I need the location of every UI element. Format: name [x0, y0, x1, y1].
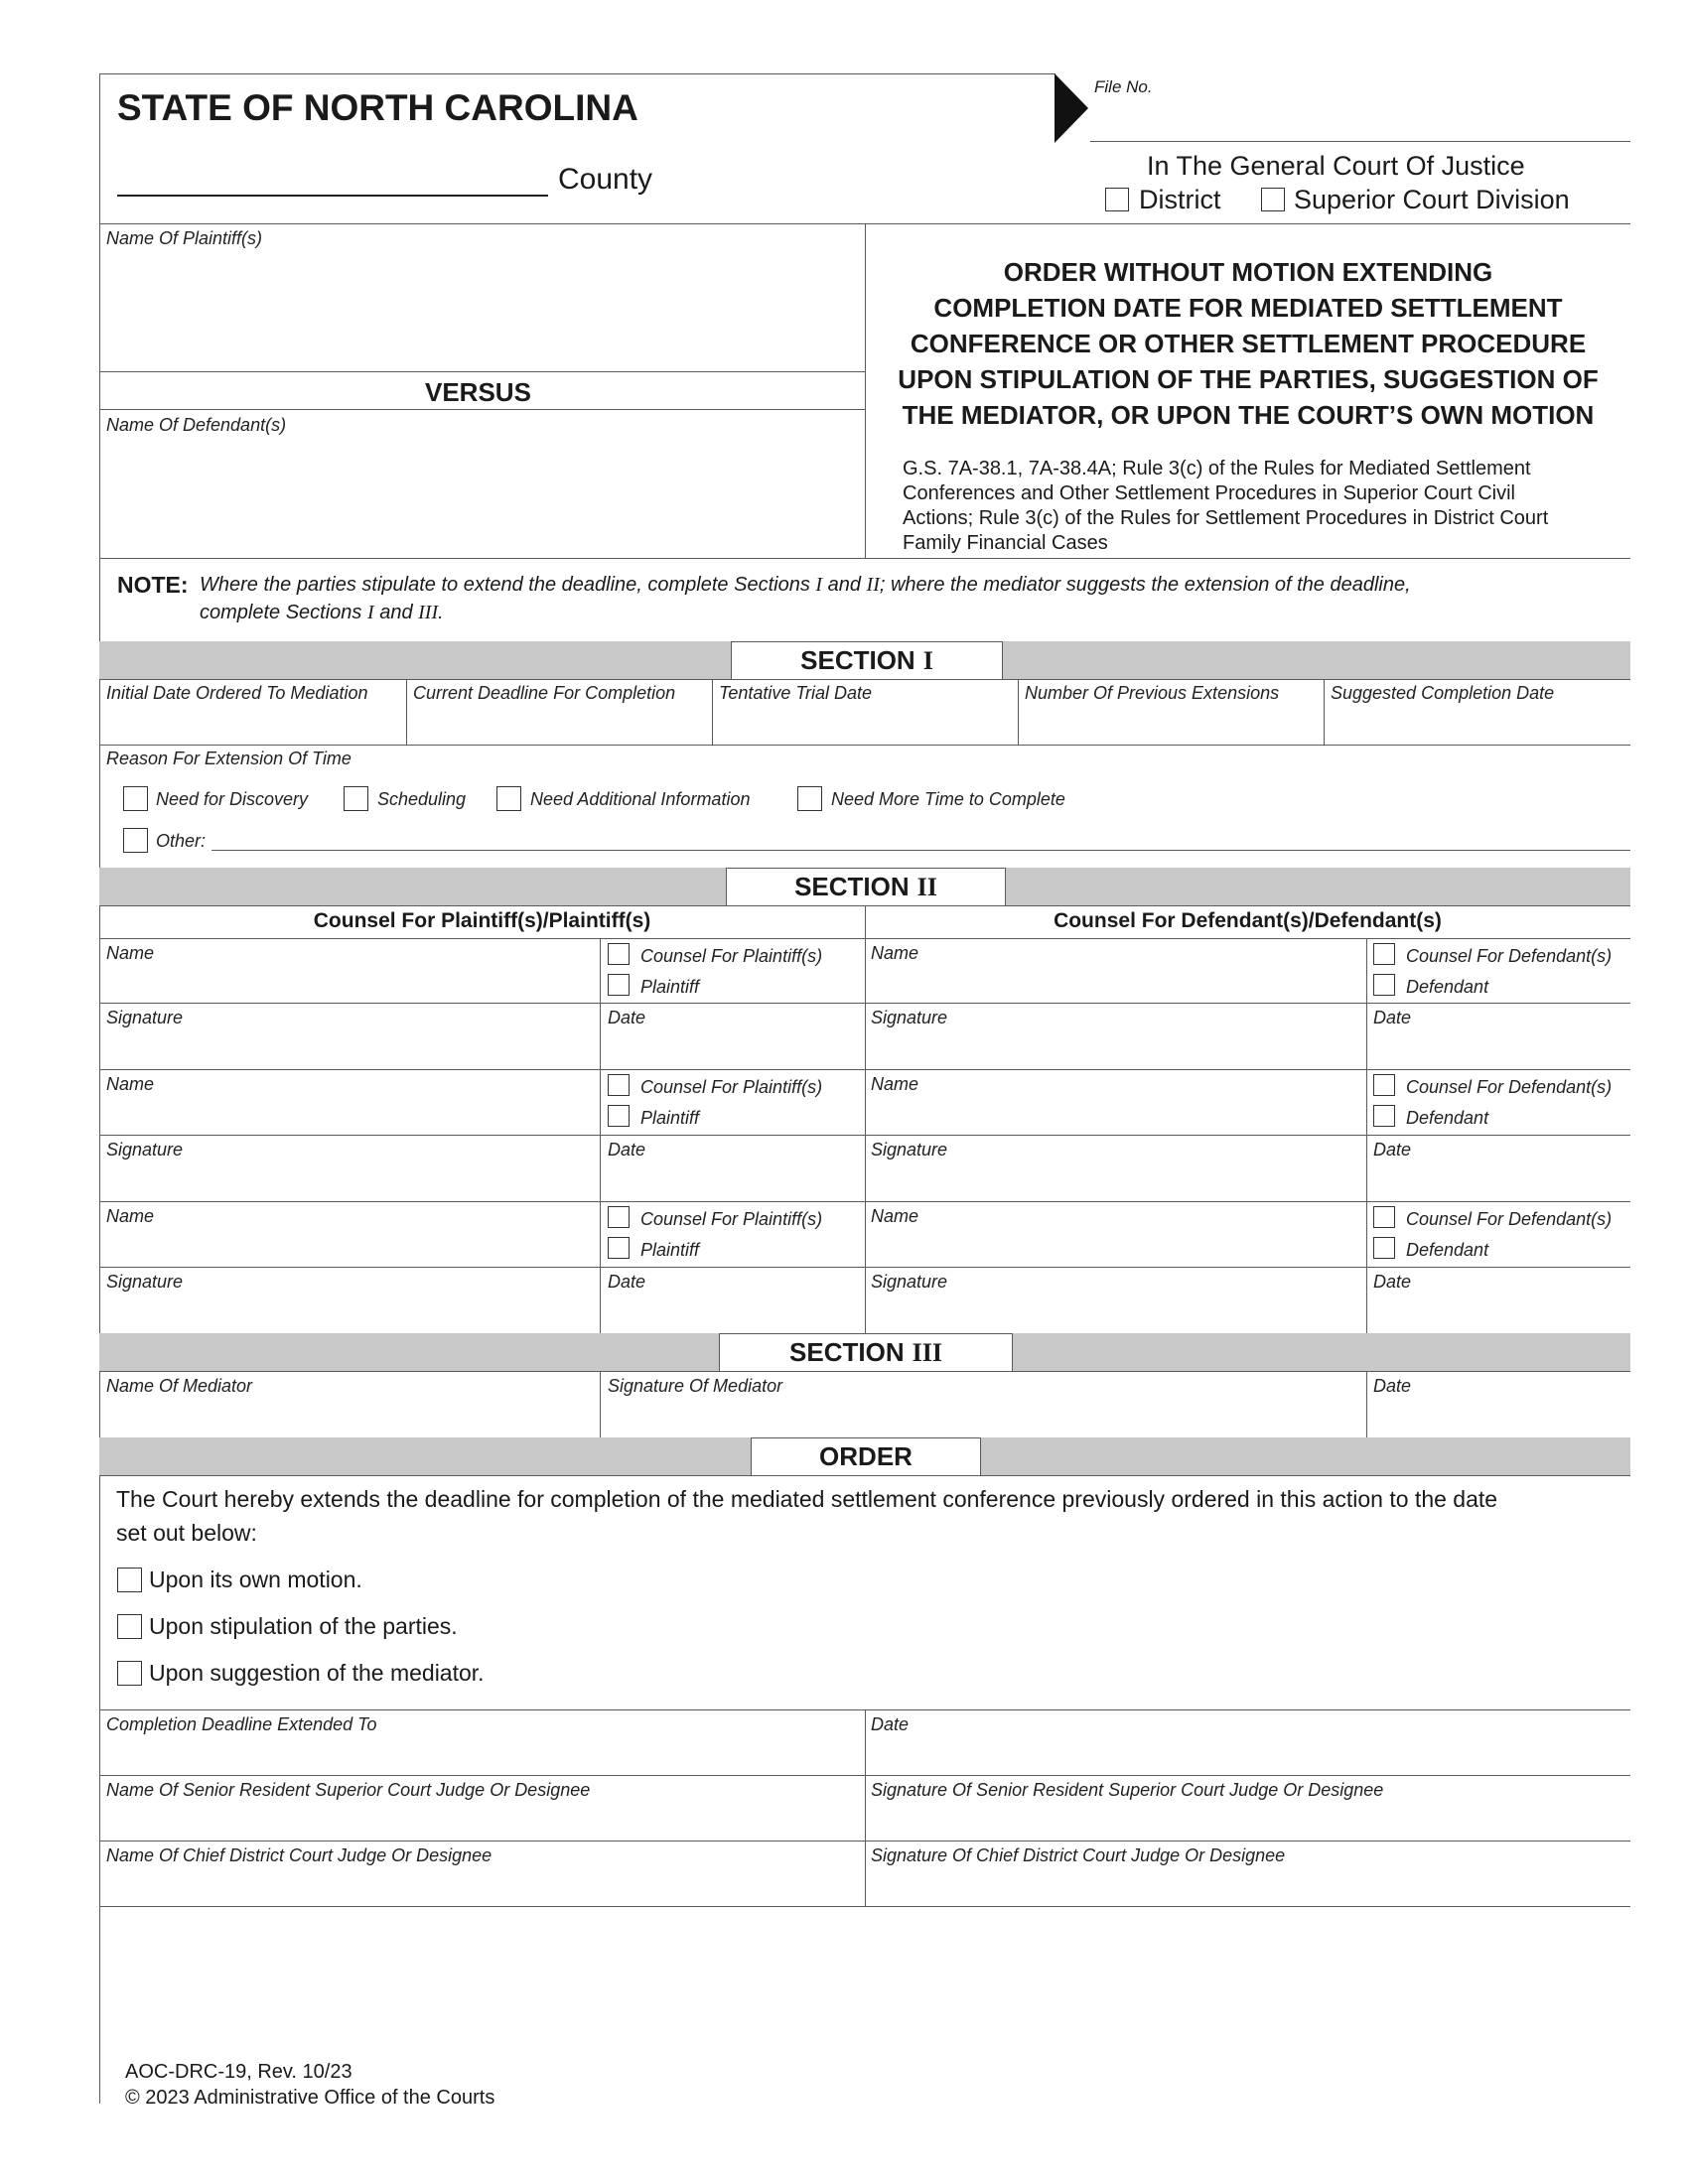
counsel-defendant-checkbox-1[interactable] [1373, 943, 1395, 965]
plaintiff-checkbox-2[interactable] [608, 1105, 630, 1127]
s2-right-divider [1366, 938, 1367, 1333]
state-title: STATE OF NORTH CAROLINA [117, 87, 638, 128]
statute-line: Actions; Rule 3(c) of the Rules for Settlement Procedures in District Court [903, 507, 1549, 529]
s2-center-divider [865, 905, 866, 1333]
section-3-header-line [99, 1371, 1630, 1372]
defendant-label-3: Defendant [1406, 1240, 1489, 1260]
chief-judge-name-field[interactable]: Name Of Chief District Court Judge Or Designee [106, 1845, 492, 1865]
note-text: and [822, 574, 867, 596]
plaintiff-signature-1[interactable]: Signature [106, 1008, 184, 1027]
file-no-line[interactable] [1090, 141, 1630, 142]
s2-row-line [99, 1003, 1630, 1004]
order-date-field[interactable]: Date [871, 1714, 910, 1734]
top-border [99, 73, 1055, 74]
section-1-roman: I [922, 645, 933, 675]
own-motion-checkbox[interactable] [117, 1568, 142, 1592]
mediator-suggestion-label: Upon suggestion of the mediator. [149, 1660, 485, 1686]
defendant-counsel-header: Counsel For Defendant(s)/Defendant(s) [1054, 909, 1442, 932]
section-3-roman: III [912, 1337, 942, 1367]
section-2-heading [726, 868, 1006, 905]
section-3-heading [719, 1333, 1013, 1371]
s2-row-line [99, 1267, 1630, 1268]
plaintiff-name-field[interactable]: Name Of Plaintiff(s) [106, 228, 263, 248]
current-deadline-field[interactable]: Current Deadline For Completion [413, 683, 676, 703]
statute-line: Family Financial Cases [903, 532, 1108, 554]
order-bottom-line [99, 1906, 1630, 1907]
file-arrow-icon [1055, 73, 1090, 143]
plaintiff-name-2[interactable]: Name [106, 1074, 155, 1094]
suggested-completion-field[interactable]: Suggested Completion Date [1331, 683, 1555, 703]
district-label: District [1139, 185, 1221, 214]
plaintiff-date-2[interactable]: Date [608, 1140, 646, 1160]
file-no-label: File No. [1094, 77, 1153, 96]
defendant-name-field[interactable]: Name Of Defendant(s) [106, 415, 287, 435]
defendant-name-3[interactable]: Name [871, 1206, 919, 1226]
counsel-defendant-label-1: Counsel For Defendant(s) [1406, 946, 1613, 966]
defendant-label-2: Defendant [1406, 1108, 1489, 1128]
own-motion-label: Upon its own motion. [149, 1567, 362, 1592]
note-text: complete Sections [200, 602, 367, 623]
plaintiff-checkbox-3[interactable] [608, 1237, 630, 1259]
versus-bottom-line [99, 409, 865, 410]
section-1-word: SECTION [800, 645, 915, 675]
counsel-defendant-checkbox-2[interactable] [1373, 1074, 1395, 1096]
order-header-line [99, 1475, 1630, 1476]
reason-time-checkbox[interactable] [797, 786, 822, 811]
reason-discovery-checkbox[interactable] [123, 786, 148, 811]
section-1-heading [731, 641, 1003, 679]
section-1-header-line [99, 679, 1630, 680]
county-line[interactable] [117, 195, 548, 197]
previous-extensions-field[interactable]: Number Of Previous Extensions [1025, 683, 1280, 703]
s2-row-line [99, 1135, 1630, 1136]
stipulation-checkbox[interactable] [117, 1614, 142, 1639]
versus-label: VERSUS [425, 377, 531, 407]
note-text: Where the parties stipulate to extend the deadline, complete Sections [200, 574, 816, 596]
order-row-line [99, 1841, 1630, 1842]
s3-divider [600, 1371, 601, 1437]
reason-other-label: Other: [156, 831, 207, 851]
plaintiff-counsel-header: Counsel For Plaintiff(s)/Plaintiff(s) [313, 909, 651, 932]
note-line-1 [200, 574, 1411, 597]
mediator-date-field[interactable]: Date [1373, 1376, 1412, 1396]
plaintiff-name-3[interactable]: Name [106, 1206, 155, 1226]
reason-label: Reason For Extension Of Time [106, 749, 352, 768]
plaintiff-name-1[interactable]: Name [106, 943, 155, 963]
other-line[interactable] [211, 850, 1630, 851]
order-divider [865, 1709, 866, 1906]
order-heading [751, 1437, 981, 1475]
reason-scheduling-checkbox[interactable] [344, 786, 368, 811]
s2-left-divider [600, 938, 601, 1333]
counsel-defendant-label-2: Counsel For Defendant(s) [1406, 1077, 1613, 1097]
counsel-plaintiff-checkbox-2[interactable] [608, 1074, 630, 1096]
parties-bottom-line [99, 558, 1630, 559]
plaintiff-label-1: Plaintiff [640, 977, 700, 997]
superior-label: Superior Court Division [1294, 185, 1570, 214]
s2-row-line [99, 1069, 1630, 1070]
senior-judge-signature-field[interactable]: Signature Of Senior Resident Superior Court Judge Or Designee [871, 1780, 1384, 1800]
title-line: THE MEDIATOR, OR UPON THE COURT’S OWN MOTION [902, 400, 1595, 430]
defendant-date-2[interactable]: Date [1373, 1140, 1412, 1160]
reason-info-checkbox[interactable] [496, 786, 521, 811]
counsel-plaintiff-checkbox-3[interactable] [608, 1206, 630, 1228]
court-line: In The General Court Of Justice [1147, 151, 1525, 181]
counsel-defendant-checkbox-3[interactable] [1373, 1206, 1395, 1228]
s1-col-divider [406, 679, 407, 745]
mediator-signature-field[interactable]: Signature Of Mediator [608, 1376, 783, 1396]
title-line: COMPLETION DATE FOR MEDIATED SETTLEMENT [933, 293, 1563, 323]
s1-col-divider [712, 679, 713, 745]
section-3-word: SECTION [789, 1337, 905, 1367]
form-title [866, 254, 1630, 433]
defendant-label-1: Defendant [1406, 977, 1489, 997]
reason-discovery-label: Need for Discovery [156, 789, 309, 809]
plaintiff-bottom-line [99, 371, 865, 372]
reason-other-checkbox[interactable] [123, 828, 148, 853]
initial-date-field[interactable]: Initial Date Ordered To Mediation [106, 683, 368, 703]
section-2-word: SECTION [794, 872, 910, 901]
title-line: ORDER WITHOUT MOTION EXTENDING [1003, 257, 1493, 287]
statute-citation [903, 457, 1548, 556]
note-text: ; where the mediator suggests the extension of the deadline, [879, 574, 1411, 596]
order-text-line-1: The Court hereby extends the deadline for completion of the mediated settlement conference previously ordered in this action to the date [116, 1486, 1498, 1512]
reason-scheduling-label: Scheduling [377, 789, 467, 809]
plaintiff-date-3[interactable]: Date [608, 1272, 646, 1292]
defendant-name-1[interactable]: Name [871, 943, 919, 963]
counsel-defendant-label-3: Counsel For Defendant(s) [1406, 1209, 1613, 1229]
counsel-plaintiff-label-1: Counsel For Plaintiff(s) [640, 946, 823, 966]
mediator-name-field[interactable]: Name Of Mediator [106, 1376, 253, 1396]
statute-line: Conferences and Other Settlement Procedures in Superior Court Civil [903, 482, 1515, 504]
plaintiff-signature-2[interactable]: Signature [106, 1140, 184, 1160]
reason-info-label: Need Additional Information [530, 789, 751, 809]
note-label: NOTE: [117, 572, 189, 598]
tentative-trial-date-field[interactable]: Tentative Trial Date [719, 683, 873, 703]
superior-checkbox[interactable] [1261, 188, 1285, 211]
defendant-checkbox-2[interactable] [1373, 1105, 1395, 1127]
plaintiff-label-2: Plaintiff [640, 1108, 700, 1128]
counsel-plaintiff-label-3: Counsel For Plaintiff(s) [640, 1209, 823, 1229]
form-number: AOC-DRC-19, Rev. 10/23 [125, 2061, 352, 2083]
defendant-checkbox-1[interactable] [1373, 974, 1395, 996]
plaintiff-date-1[interactable]: Date [608, 1008, 646, 1027]
counsel-plaintiff-label-2: Counsel For Plaintiff(s) [640, 1077, 823, 1097]
note-line-2 [200, 602, 444, 624]
s1-col-divider [1018, 679, 1019, 745]
note-text: and [373, 602, 419, 623]
section-2-roman: II [916, 872, 937, 901]
defendant-checkbox-3[interactable] [1373, 1237, 1395, 1259]
counsel-plaintiff-checkbox-1[interactable] [608, 943, 630, 965]
s1-col-divider [1324, 679, 1325, 745]
county-label: County [558, 163, 653, 196]
s2-row-line [99, 1201, 1630, 1202]
mediator-suggestion-checkbox[interactable] [117, 1661, 142, 1686]
chief-judge-signature-field[interactable]: Signature Of Chief District Court Judge Or Designee [871, 1845, 1286, 1865]
s1-row-line [99, 745, 1630, 746]
title-line: CONFERENCE OR OTHER SETTLEMENT PROCEDURE [910, 329, 1587, 358]
note-roman: I [815, 574, 823, 596]
defendant-signature-2[interactable]: Signature [871, 1140, 948, 1160]
defendant-date-3[interactable]: Date [1373, 1272, 1412, 1292]
s3-divider [1366, 1371, 1367, 1437]
title-line: UPON STIPULATION OF THE PARTIES, SUGGESTION OF [898, 364, 1599, 394]
note-roman: III [418, 602, 439, 623]
reason-time-label: Need More Time to Complete [831, 789, 1065, 809]
district-checkbox[interactable] [1105, 188, 1129, 211]
order-word: ORDER [819, 1441, 913, 1471]
defendant-name-2[interactable]: Name [871, 1074, 919, 1094]
plaintiff-checkbox-1[interactable] [608, 974, 630, 996]
plaintiff-signature-3[interactable]: Signature [106, 1272, 184, 1292]
note-roman: II [866, 574, 880, 596]
defendant-signature-3[interactable]: Signature [871, 1272, 948, 1292]
senior-judge-name-field[interactable]: Name Of Senior Resident Superior Court Judge Or Designee [106, 1780, 591, 1800]
defendant-date-1[interactable]: Date [1373, 1008, 1412, 1027]
plaintiff-label-3: Plaintiff [640, 1240, 700, 1260]
defendant-signature-1[interactable]: Signature [871, 1008, 948, 1027]
completion-deadline-field[interactable]: Completion Deadline Extended To [106, 1714, 377, 1734]
note-text: . [438, 602, 444, 623]
copyright: © 2023 Administrative Office of the Courts [125, 2087, 495, 2109]
stipulation-label: Upon stipulation of the parties. [149, 1613, 458, 1639]
order-text-line-2: set out below: [116, 1520, 257, 1546]
order-row-line [99, 1775, 1630, 1776]
note-roman: I [366, 602, 374, 623]
statute-line: G.S. 7A-38.1, 7A-38.4A; Rule 3(c) of the Rules for Mediated Settlement [903, 458, 1531, 479]
left-border [99, 73, 100, 2104]
